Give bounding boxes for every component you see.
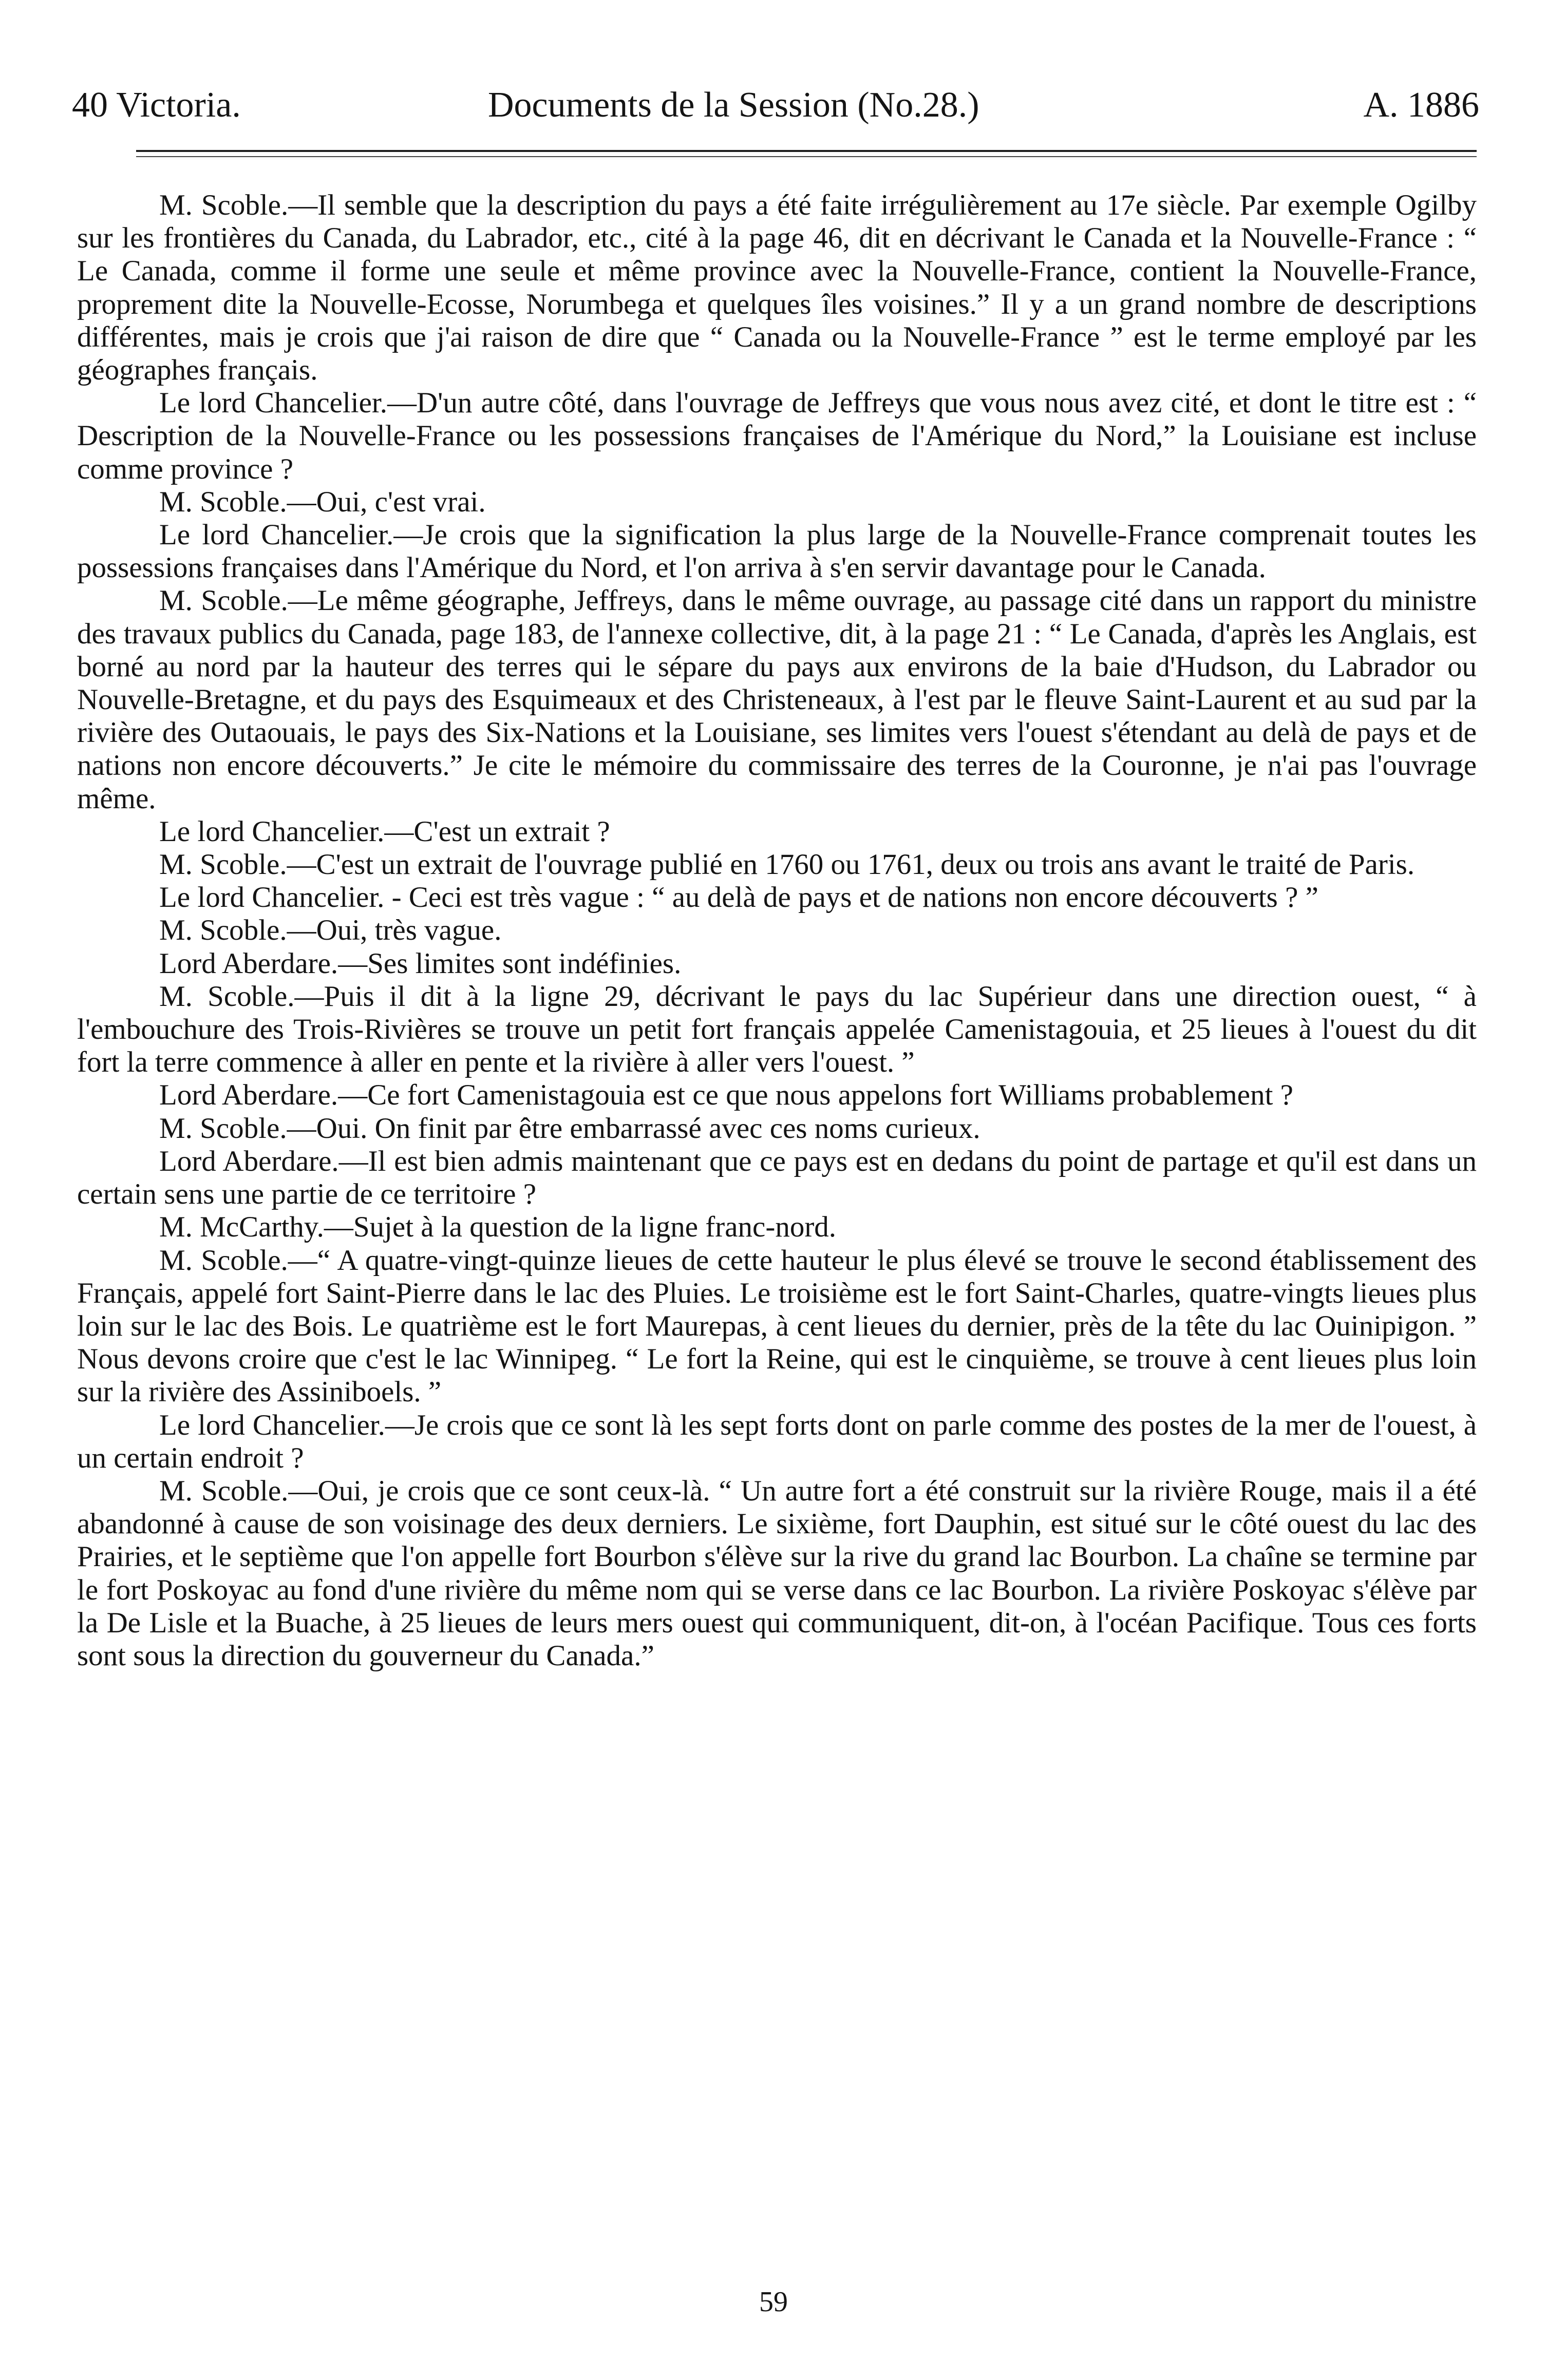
- paragraph: [77, 486, 1477, 519]
- speaker-name: Lord Aberdare.: [159, 1079, 338, 1112]
- speaker-name: M. Scoble.: [159, 584, 288, 617]
- header-rule-thin: [136, 156, 1477, 157]
- speaker-name: M. Scoble.: [159, 485, 287, 518]
- speaker-name: Le lord Chancelier.: [159, 1408, 385, 1441]
- paragraph-text: —Je crois que ce sont là les sept forts dont on parle comme des postes de la mer de l'ouest, à un certain endroit ?: [77, 1408, 1477, 1474]
- speaker-name: M. Scoble.: [159, 1474, 289, 1507]
- speaker-name: M. Scoble.: [159, 914, 287, 947]
- header-rule-thick: [136, 150, 1477, 152]
- header-session: 40 Victoria.: [72, 85, 241, 125]
- speaker-name: Le lord Chancelier.: [159, 815, 385, 848]
- paragraph-text: —Ce fort Camenistagouia est ce que nous appelons fort Williams probablement ?: [338, 1079, 1293, 1112]
- paragraph-text: - Ceci est très vague : “ au delà de pays et de nations non encore découverts ? ”: [384, 881, 1318, 914]
- paragraph: [77, 1244, 1477, 1409]
- speaker-name: Le lord Chancelier.: [159, 519, 394, 551]
- paragraph-text: —Je crois que la signification la plus large de la Nouvelle-France comprenait toutes les possessions françaises dans l'Amérique du Nord, et l'on arriva à s'en servir davantage pour le Canada.: [77, 519, 1477, 584]
- paragraph: [77, 1409, 1477, 1475]
- speaker-name: Lord Aberdare.: [159, 947, 338, 980]
- speaker-name: Le lord Chancelier.: [159, 387, 387, 420]
- paragraph-text: —Le même géographe, Jeffreys, dans le même ouvrage, au passage cité dans un rapport du ministre des travaux publics du Canada, page 183, de l'annexe collective, dit, à la page 21 : “ Le Canada, d'après les Anglais, est borné au nord par la hauteur des terres qui le sépare du pays aux environs de la baie d'Hudson, du Labrador ou Nouvelle-Bretagne, et du pays des Esquimeaux et des Christeneaux, à l'est par le fleuve Saint-Laurent et au sud par la rivière des Outaouais, le pays des Six-Nations et la Louisiane, ses limites vers l'ouest s'étendant au delà de pays et de nations non encore découverts.” Je cite le mémoire du commissaire des terres de la Couronne, je n'ai pas l'ouvrage même.: [77, 584, 1477, 815]
- transcript-body: [77, 189, 1477, 1672]
- page-number: 59: [759, 2286, 788, 2318]
- header-title: Documents de la Session (No.28.): [488, 85, 979, 125]
- paragraph-text: —C'est un extrait ?: [384, 815, 610, 848]
- paragraph-text: —Oui. On finit par être embarrassé avec ces noms curieux.: [287, 1112, 980, 1145]
- paragraph-text: —Oui, c'est vrai.: [287, 485, 486, 518]
- paragraph: [77, 848, 1477, 881]
- speaker-name: M. Scoble.: [159, 848, 287, 881]
- speaker-name: M. Scoble.: [159, 1112, 287, 1145]
- paragraph: [77, 1112, 1477, 1145]
- running-header: [72, 77, 1479, 134]
- paragraph: [77, 584, 1477, 815]
- speaker-name: Le lord Chancelier.: [159, 881, 385, 914]
- paragraph: [77, 980, 1477, 1079]
- paragraph-text: —Sujet à la question de la ligne franc-nord.: [324, 1211, 837, 1244]
- speaker-name: M. Scoble.: [159, 189, 289, 221]
- paragraph: [77, 189, 1477, 387]
- paragraph: [77, 1211, 1477, 1244]
- paragraph-text: —“ A quatre-vingt-quinze lieues de cette hauteur le plus élevé se trouve le second établissement des Français, appelé fort Saint-Pierre dans le lac des Pluies. Le troisième est le fort Saint-Charles, quatre-vingts lieues plus loin sur le lac des Bois. Le quatrième est le fort Maurepas, à cent lieues du dernier, près de la tête du lac Ouinipigon. ” Nous devons croire que c'est le lac Winnipeg. “ Le fort la Reine, qui est le cinquième, se trouve à cent lieues plus loin sur la rivière des Assiniboels. ”: [77, 1244, 1477, 1408]
- paragraph-text: —Oui, très vague.: [287, 914, 502, 947]
- speaker-name: M. McCarthy.: [159, 1211, 324, 1244]
- header-year: A. 1886: [1363, 85, 1479, 125]
- paragraph-text: —Il semble que la description du pays a été faite irrégulièrement au 17e siècle. Par exemple Ogilby sur les frontières du Canada, du Labrador, etc., cité à la page 46, dit en décrivant le Canada et la Nouvelle-France : “ Le Canada, comme il forme une seule et même province avec la Nouvelle-France, contient la Nouvelle-France, proprement dite la Nouvelle-Ecosse, Norumbega et quelques îles voisines.” Il y a un grand nombre de descriptions différentes, mais je crois que j'ai raison de dire que “ Canada ou la Nouvelle-France ” est le terme employé par les géographes français.: [77, 189, 1477, 387]
- paragraph: [77, 519, 1477, 584]
- paragraph-text: —Puis il dit à la ligne 29, décrivant le pays du lac Supérieur dans une direction ouest, “ à l'embouchure des Trois-Rivières se trouve un petit fort français appelée Camenistagouia, et 25 lieues à l'ouest du dit fort la terre commence à aller en pente et la rivière à aller vers l'ouest. ”: [77, 980, 1477, 1079]
- paragraph: [77, 914, 1477, 947]
- paragraph: [77, 1079, 1477, 1112]
- paragraph-text: —C'est un extrait de l'ouvrage publié en 1760 ou 1761, deux ou trois ans avant le traité de Paris.: [287, 848, 1415, 881]
- speaker-name: M. Scoble.: [159, 1244, 288, 1277]
- paragraph: [77, 947, 1477, 980]
- paragraph-text: —Oui, je crois que ce sont ceux-là. “ Un autre fort a été construit sur la rivière Rouge, mais il a été abandonné à cause de son voisinage des deux derniers. Le sixième, fort Dauphin, est situé sur le côté ouest du lac des Prairies, et le septième que l'on appelle fort Bourbon s'élève sur la rive du grand lac Bourbon. La chaîne se termine par le fort Poskoyac au fond d'une rivière du même nom qui se verse dans ce lac Bourbon. La rivière Poskoyac s'élève par la De Lisle et la Buache, à 25 lieues de leurs mers ouest qui communiquent, dit-on, à l'océan Pacifique. Tous ces forts sont sous la direction du gouverneur du Canada.”: [77, 1474, 1477, 1672]
- speaker-name: M. Scoble.: [159, 980, 295, 1013]
- paragraph: [77, 815, 1477, 848]
- paragraph: [77, 387, 1477, 486]
- paragraph: [77, 1145, 1477, 1211]
- paragraph-text: —Il est bien admis maintenant que ce pays est en dedans du point de partage et qu'il est dans un certain sens une partie de ce territoire ?: [77, 1145, 1477, 1211]
- paragraph-text: —Ses limites sont indéfinies.: [338, 947, 682, 980]
- paragraph: [77, 1475, 1477, 1672]
- paragraph: [77, 881, 1477, 914]
- speaker-name: Lord Aberdare.: [159, 1145, 339, 1177]
- paragraph-text: —D'un autre côté, dans l'ouvrage de Jeffreys que vous nous avez cité, et dont le titre est : “ Description de la Nouvelle-France ou les possessions françaises de l'Amérique du Nord,” la Louisiane est incluse comme province ?: [77, 387, 1477, 485]
